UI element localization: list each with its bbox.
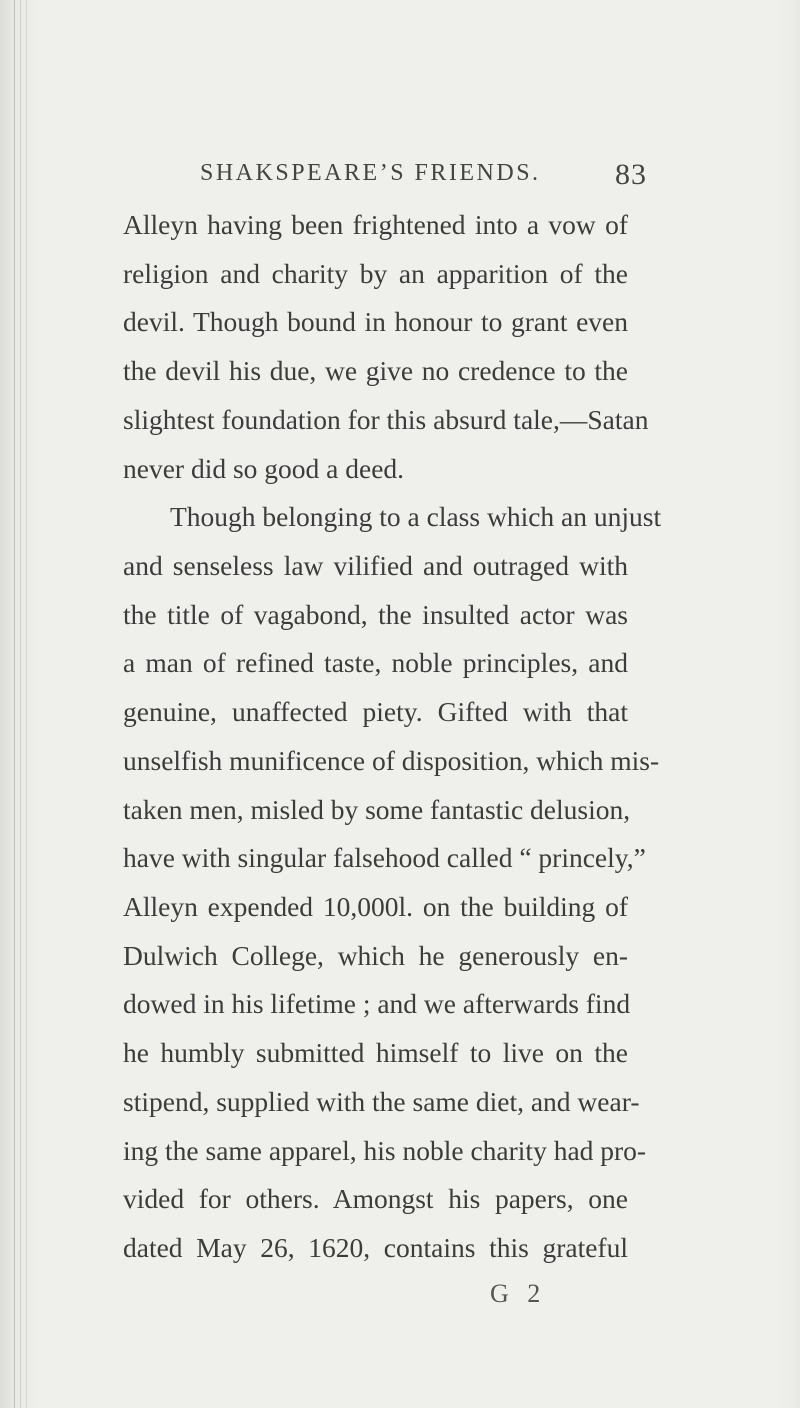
- text-line: the devil his due, we give no credence to the: [123, 355, 628, 386]
- text-line: unselfish munificence of disposition, which mis-: [123, 745, 660, 776]
- text-line: he humbly submitted himself to live on the: [123, 1037, 628, 1068]
- text-line: slightest foundation for this absurd tale,—Satan: [123, 404, 649, 435]
- text-line: a man of refined taste, noble principles, and: [123, 647, 628, 678]
- text-line: Though belonging to a class which an unjust: [170, 501, 662, 532]
- text-line: genuine, unaffected piety. Gifted with that: [123, 696, 628, 727]
- page-edge-shadow: [20, 0, 21, 1408]
- text-line: Dulwich College, which he generously en-: [123, 940, 628, 971]
- text-line: religion and charity by an apparition of the: [123, 258, 628, 289]
- running-head: [200, 158, 647, 200]
- page-edge-shadow: [26, 0, 27, 1408]
- text-line: ing the same apparel, his noble charity had pro-: [123, 1135, 647, 1166]
- text-line: the title of vagabond, the insulted actor was: [123, 599, 628, 630]
- text-line: and senseless law vilified and outraged with: [123, 550, 628, 581]
- text-line: dowed in his lifetime ; and we afterwards find: [123, 988, 631, 1019]
- page-edge-shadow: [14, 0, 15, 1408]
- text-line: stipend, supplied with the same diet, and wear-: [123, 1086, 640, 1117]
- text-line: vided for others. Amongst his papers, one: [123, 1183, 628, 1214]
- running-title: SHAKSPEARE’S FRIENDS.: [200, 160, 541, 186]
- text-line: Alleyn expended 10,000l. on the building of: [123, 891, 628, 922]
- text-line: dated May 26, 1620, contains this grateful: [123, 1232, 628, 1263]
- text-line: have with singular falsehood called “ princely,”: [123, 842, 646, 873]
- signature-mark: G 2: [490, 1279, 547, 1308]
- text-line: Alleyn having been frightened into a vow of: [123, 209, 628, 240]
- page-number: 83: [615, 158, 647, 191]
- text-line: devil. Though bound in honour to grant even: [123, 306, 628, 337]
- text-line: never did so good a deed.: [123, 453, 405, 484]
- text-line: taken men, misled by some fantastic delusion,: [123, 794, 631, 825]
